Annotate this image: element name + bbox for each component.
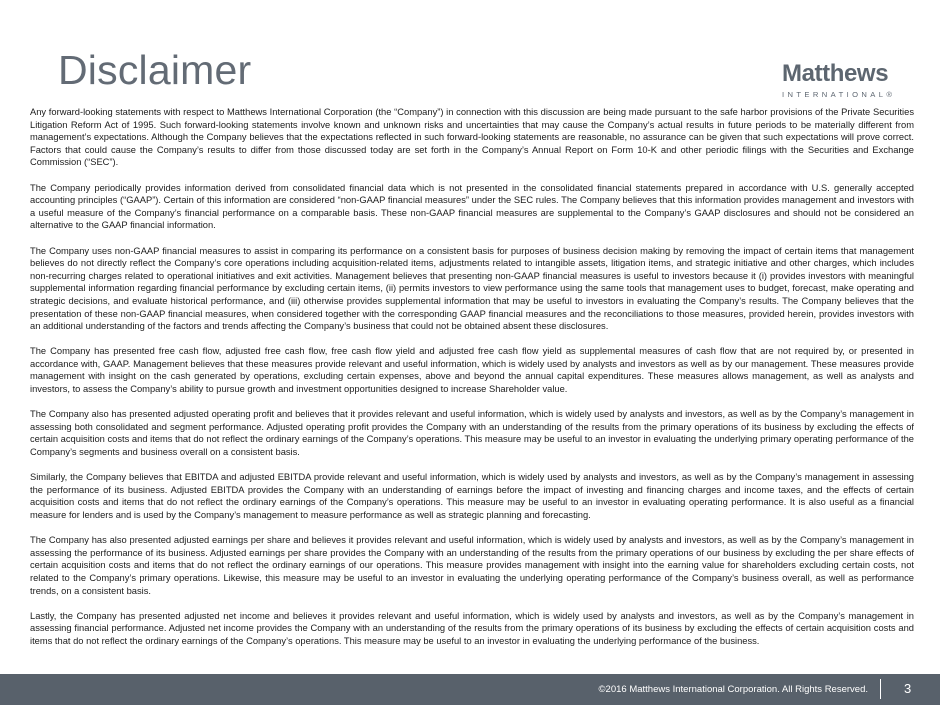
logo-tagline: INTERNATIONAL® (782, 90, 896, 99)
logo-wordmark: Matthews (782, 60, 889, 87)
disclaimer-body (30, 106, 914, 660)
footer-bar (0, 674, 940, 705)
page-number: 3 (904, 681, 912, 696)
footer-divider (880, 679, 881, 699)
paragraph-forward-looking: Any forward-looking statements with respect to Matthews International Corporation (the “Company”) in connection with this discussion are being made pursuant to the safe harbor provisions of the Private Securities Litigation Reform Act of 1995. Such forward-looking statements involve known and unknown risks and uncertainties that may cause the Company’s actual results in future periods to be materially different from management’s expectations. Although the Company believes that the expectations reflected in such forward-looking statements are reasonable, no assurance can be given that such expectations will prove correct. Factors that could cause the Company’s results to differ from those discussed today are set forth in the Company’s Annual Report on Form 10-K and other periodic filings with the Securities and Exchange Commission (“SEC”). (30, 107, 914, 168)
copyright-text: ©2016 Matthews International Corporation. All Rights Reserved. (598, 684, 868, 695)
paragraph-free-cash-flow: The Company has presented free cash flow, adjusted free cash flow, free cash flow yield and adjusted free cash flow yield as supplemental measures of cash flow that are not required by, or presented in accordance with, GAAP. Management believes that these measures provide relevant and useful information, which is widely used by analysts and investors as well as by our management. These measures provide management with insight on the cash generated by operations, excluding certain expenses, above and beyond the annual capital expenditures. These measures allows management, as well as analysts and investors, to assess the Company’s ability to pursue growth and investment opportunities designed to increase Shareholder value. (30, 346, 914, 395)
page-title: Disclaimer (58, 47, 252, 93)
paragraph-non-gaap-info: The Company periodically provides information derived from consolidated financial data which is not presented in the consolidated financial statements prepared in accordance with U.S. generally accepted accounting principles (“GAAP”). Certain of this information are considered “non-GAAP financial measures” under the SEC rules. The Company believes that this information provides management and investors with a useful measure of the Company’s financial performance on a comparable basis. These non-GAAP financial measures are supplemental to the Company’s GAAP disclosures and should not be considered an alternative to the GAAP financial information. (30, 182, 914, 231)
paragraph-non-gaap-use: The Company uses non-GAAP financial measures to assist in comparing its performance on a consistent basis for purposes of business decision making by removing the impact of certain items that management believes do not directly reflect the Company’s core operations including acquisition-related items, adjustments related to intangible assets, litigation items, and strategic initiative and other charges, which includes non-recurring charges related to operational initiatives and exit activities. Management believes that presenting non-GAAP financial measures is useful to investors because it (i) provides investors with meaningful supplemental information regarding financial performance by excluding certain items, (ii) permits investors to view performance using the same tools that management uses to budget, forecast, make operating and strategic decisions, and evaluate historical performance, and (iii) otherwise provides supplemental information that may be useful to investors in evaluating the Company’s results. The Company believes that the presentation of these non-GAAP financial measures, when considered together with the corresponding GAAP financial measures and the reconciliations to those measures, provided herein, provides investors with an additional understanding of the factors and trends affecting the Company’s business that could not be obtained absent these disclosures. (30, 245, 914, 332)
paragraph-net-income: Lastly, the Company has presented adjusted net income and believes it provides relevant and useful information, which is widely used by analysts and investors, as well as by the Company’s management in assessing financial performance. Adjusted net income provides the Company with an understanding of the results from the primary operations of its business by excluding the effects of certain acquisition costs and items that do not reflect the ordinary earnings of the Company’s operations. This measure may be useful to an investor in evaluating the underlying performance of the business. (30, 610, 914, 646)
paragraph-operating-profit: The Company also has presented adjusted operating profit and believes that it provides relevant and useful information, which is widely used by analysts and investors, as well as by the Company’s management in assessing both consolidated and segment performance. Adjusted operating profit provides the Company with an understanding of the results from the primary operations of its business by excluding the effects of certain acquisition costs and items that do not reflect the ordinary earnings of the Company’s operations. This measure may be useful to an investor in evaluating the underlying primary operating performance of the Company’s segments and business overall on a consistent basis. (30, 409, 914, 458)
paragraph-eps: The Company has also presented adjusted earnings per share and believes it provides relevant and useful information, which is widely used by analysts and investors, as well as by the Company’s management in assessing the performance of its business. Adjusted earnings per share provides the Company with an understanding of the results from the primary operations of our business by excluding the per share effects of certain acquisition costs and items that do not reflect the ordinary earnings of our operations. This measure provides management with insight into the earning value for shareholders excluding certain costs, not related to the Company’s primary operations. Likewise, this measure may be useful to an investor in evaluating the underlying operating performance of the Company’s business overall, as well as performance trends, on a consistent basis. (30, 535, 914, 596)
paragraph-ebitda: Similarly, the Company believes that EBITDA and adjusted EBITDA provide relevant and useful information, which is widely used by analysts and investors, as well as by the Company’s management in assessing the performance of its business. Adjusted EBITDA provides the Company with an understanding of earnings before the impact of investing and financing charges and income taxes, and the effects of certain acquisition costs and items that do not reflect the ordinary earnings of the Company’s operations. This measure may be useful to an investor in evaluating operating performance. It is also useful as a financial measure for lenders and is used by the Company’s management to measure performance as well as strategic planning and forecasting. (30, 472, 914, 520)
company-logo (782, 62, 902, 99)
